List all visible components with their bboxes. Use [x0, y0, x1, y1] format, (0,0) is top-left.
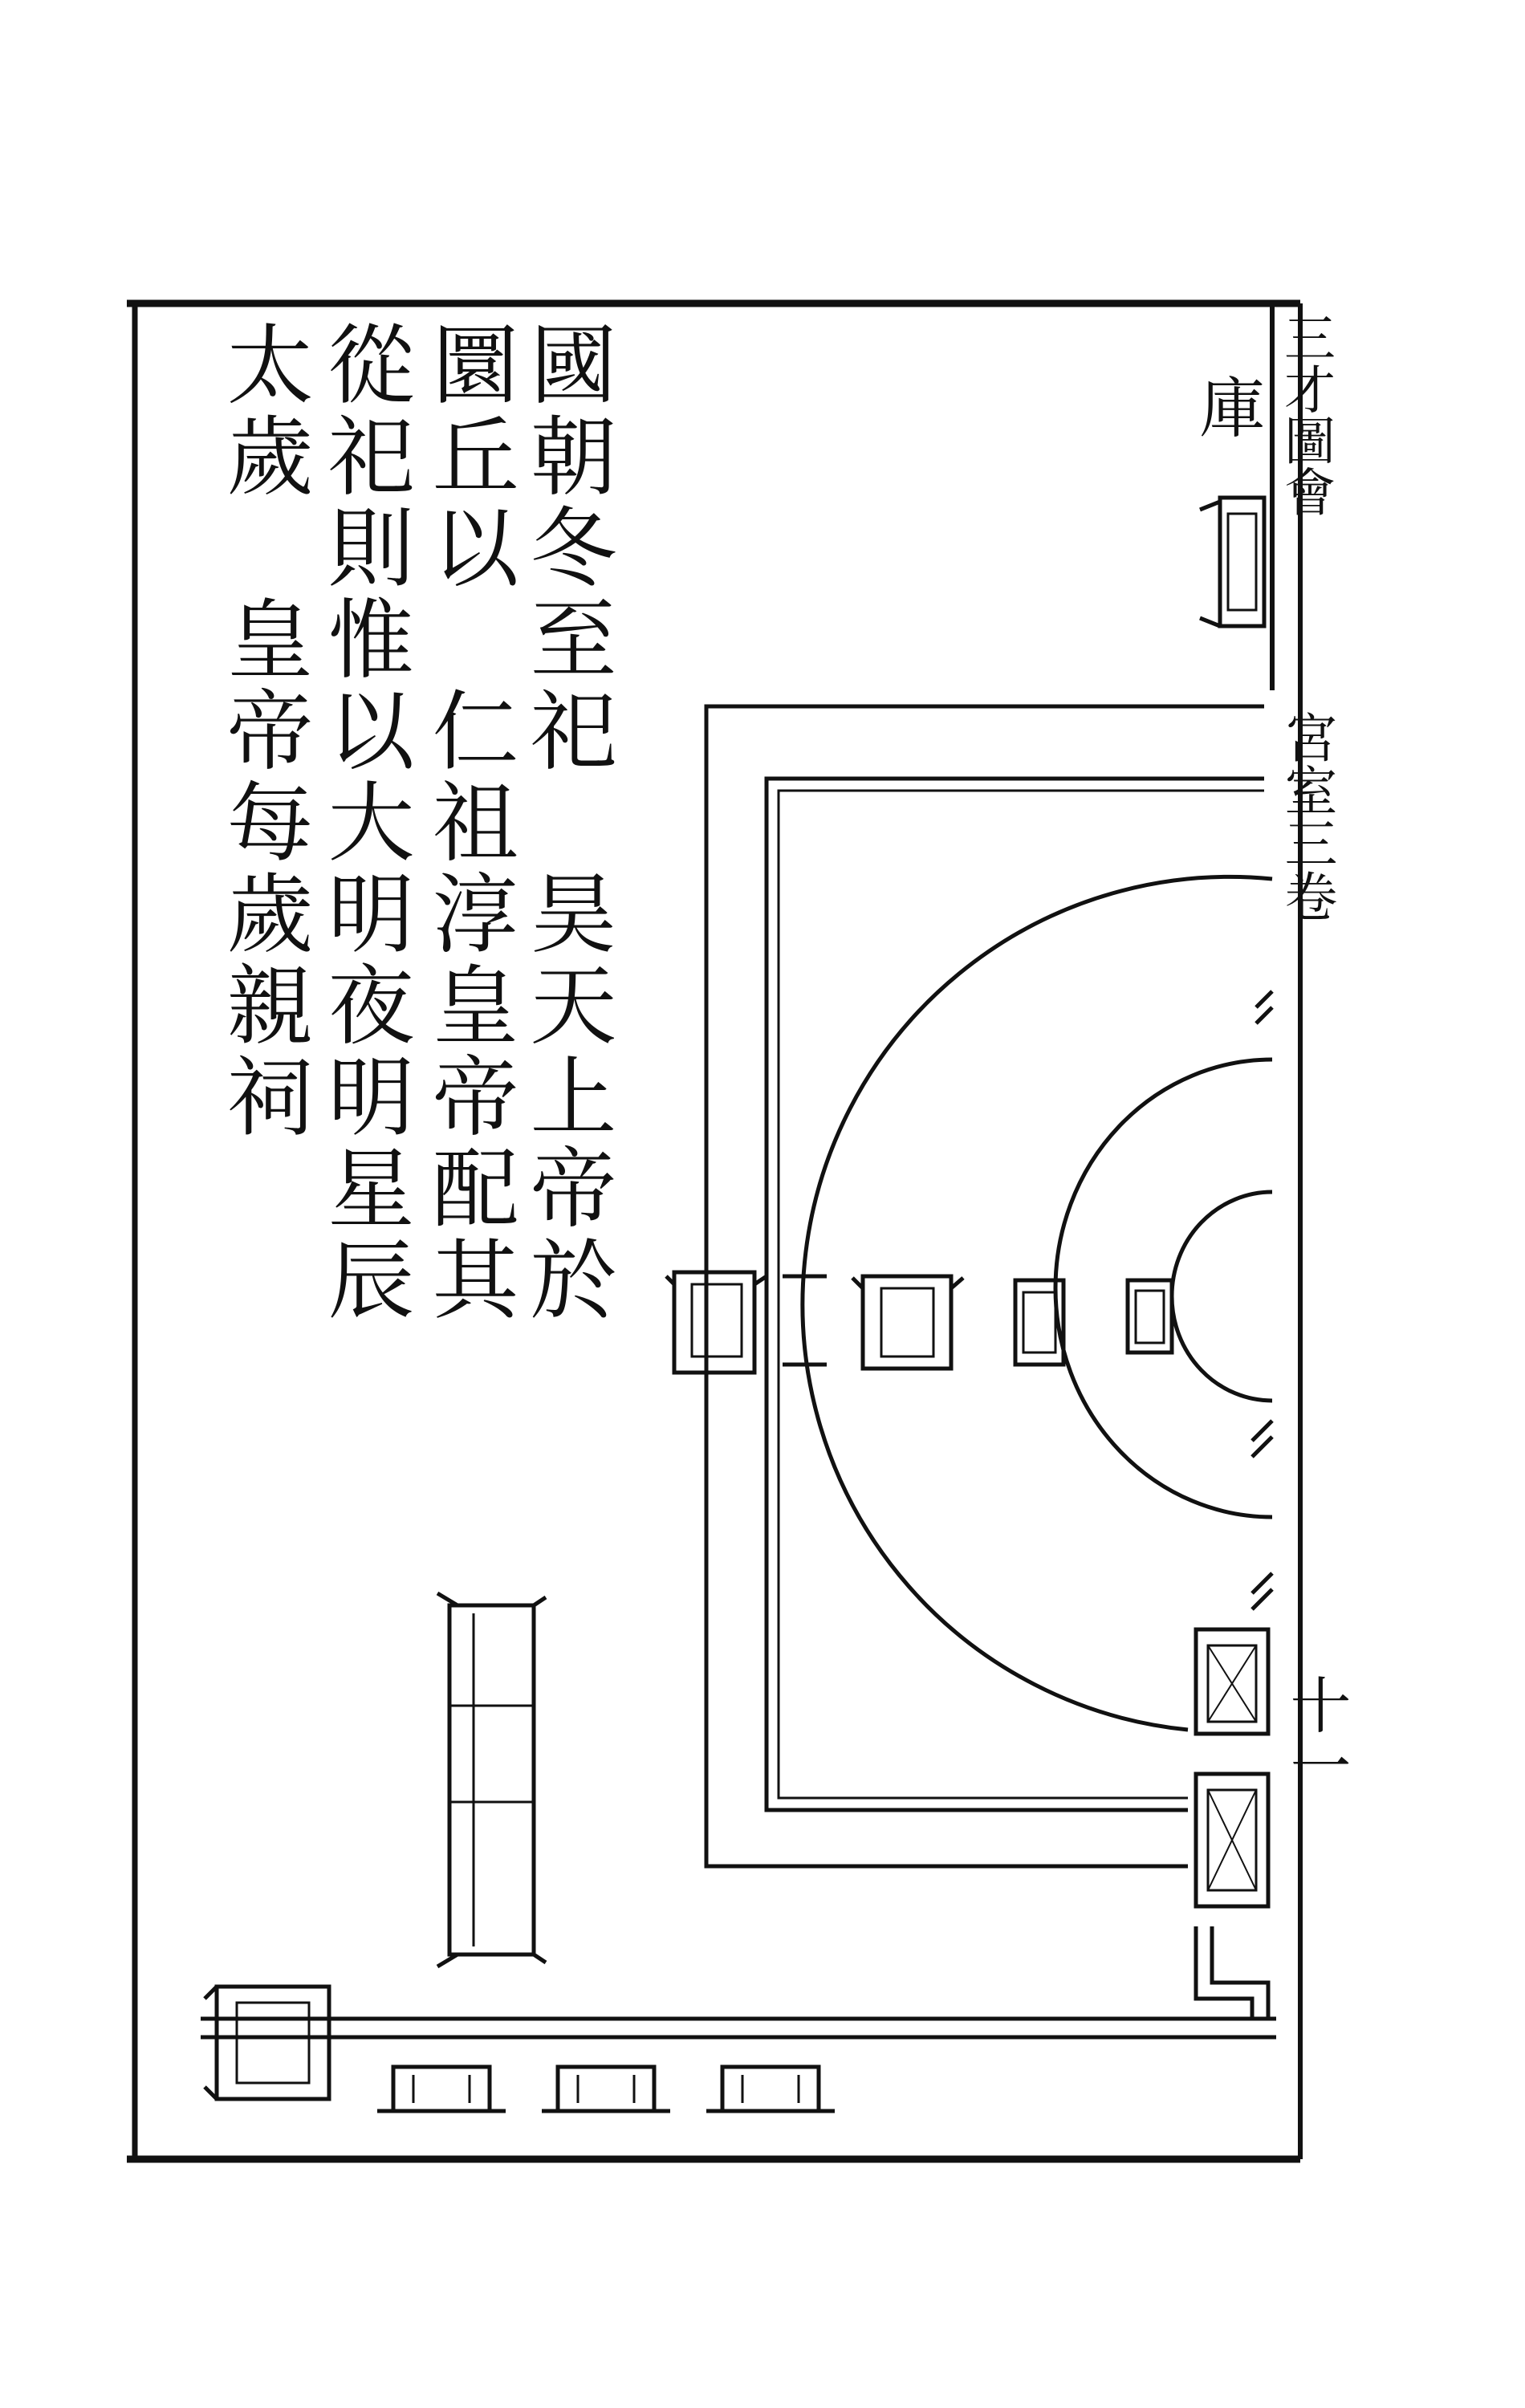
road-gate	[205, 1987, 329, 2099]
road-shed-3	[706, 2067, 835, 2111]
east-gate-complex	[1196, 1629, 1268, 1734]
stair-bottom	[1252, 1573, 1272, 1609]
text-column-1: 國朝冬至祀 昊天上帝於	[515, 319, 616, 1326]
margin-book-title: 三才圖會	[1275, 311, 1335, 517]
margin-folio-number: 十一	[1280, 1674, 1352, 1796]
text-column-3: 從祀則惟以大明夜明星辰	[313, 319, 413, 1326]
text-column-4: 太歲 皇帝每歲親祠	[212, 319, 312, 1143]
storehouse-building	[1200, 498, 1264, 626]
south-gate-complex	[1196, 1774, 1268, 1906]
text-column-2: 圜丘以 仁祖淳皇帝配其	[417, 319, 518, 1326]
outer-altar-terrace	[803, 877, 1272, 1730]
inner-altar-terrace	[1172, 1192, 1272, 1401]
road-shed-1	[377, 2067, 506, 2111]
stair-upper	[1256, 991, 1272, 1023]
road-connector	[1196, 1926, 1252, 2019]
middle-gate-pavilion	[852, 1276, 963, 1369]
terrace-gate-inner-inner	[1136, 1291, 1164, 1343]
terrace-gate-outer-inner	[1023, 1292, 1055, 1352]
corridor-building	[437, 1593, 546, 1967]
storehouse-label: 庫	[1189, 373, 1265, 439]
inner-enclosure-wall-double	[779, 791, 1264, 1798]
margin-section-label: 宮室三卷	[1275, 710, 1337, 922]
road-connector-2	[1212, 1926, 1268, 2019]
stair-lower	[1252, 1421, 1272, 1457]
middle-altar-terrace	[1055, 1060, 1272, 1517]
road-shed-2	[542, 2067, 670, 2111]
